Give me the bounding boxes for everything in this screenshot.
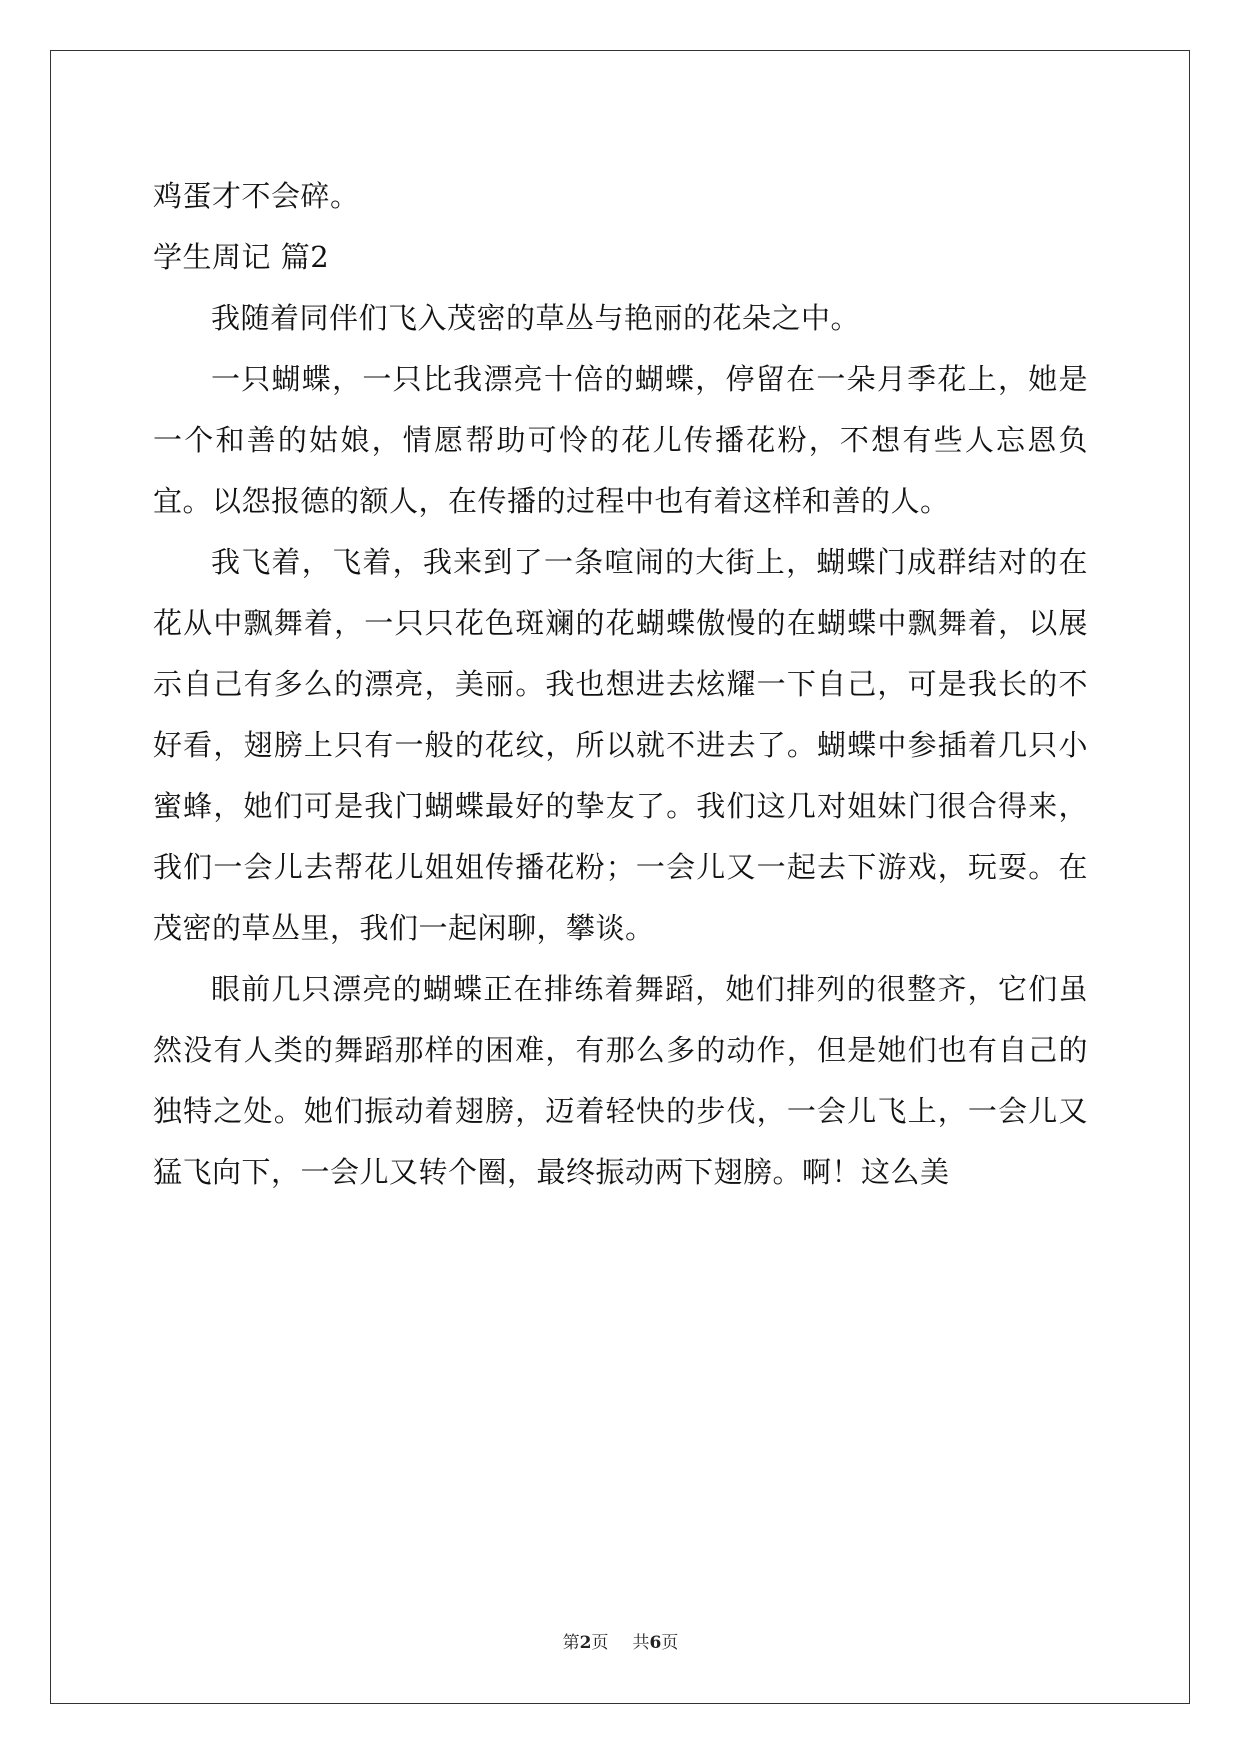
total-prefix: 共 (632, 1633, 650, 1653)
page-prefix: 第 (562, 1633, 580, 1653)
paragraph: 眼前几只漂亮的蝴蝶正在排练着舞蹈，她们排列的很整齐，它们虽然没有人类的舞蹈那样的困难，有那么多的动作，但是她们也有自己的独特之处。她们振动着翅膀，迈着轻快的步伐，一会儿飞上，一会儿又猛飞向下，一会儿又转个圈，最终振动两下翅膀。啊！这么美 (153, 972, 1088, 1189)
total-suffix: 页 (661, 1633, 679, 1653)
continuation-text: 鸡蛋才不会碎。 (153, 179, 360, 213)
page-suffix: 页 (591, 1633, 609, 1653)
paragraph: 一只蝴蝶，一只比我漂亮十倍的蝴蝶，停留在一朵月季花上，她是一个和善的姑娘，情愿帮助可怜的花儿传播花粉，不想有些人忘恩负宜。以怨报德的额人，在传播的过程中也有着这样和善的人。 (153, 362, 1088, 518)
paragraph: 我随着同伴们飞入茂密的草丛与艳丽的花朵之中。 (211, 301, 861, 335)
current-page-number: 2 (579, 1633, 592, 1653)
total-page-number: 6 (649, 1633, 662, 1653)
paragraph: 我飞着，飞着，我来到了一条喧闹的大街上，蝴蝶门成群结对的在花从中飘舞着，一只只花色斑斓的花蝴蝶傲慢的在蝴蝶中飘舞着，以展示自己有多么的漂亮，美丽。我也想进去炫耀一下自己，可是我长的不好看，翅膀上只有一般的花纹，所以就不进去了。蝴蝶中参插着几只小蜜蜂，她们可是我门蝴蝶最好的挚友了。我们这几对姐妹门很合得来，我们一会儿去帮花儿姐姐传播花粉；一会儿又一起去下游戏，玩耍。在茂密的草丛里，我们一起闲聊，攀谈。 (153, 545, 1088, 945)
document-body (153, 166, 1088, 1203)
section-heading: 学生周记 篇2 (153, 240, 330, 274)
page-footer (0, 1628, 1241, 1653)
